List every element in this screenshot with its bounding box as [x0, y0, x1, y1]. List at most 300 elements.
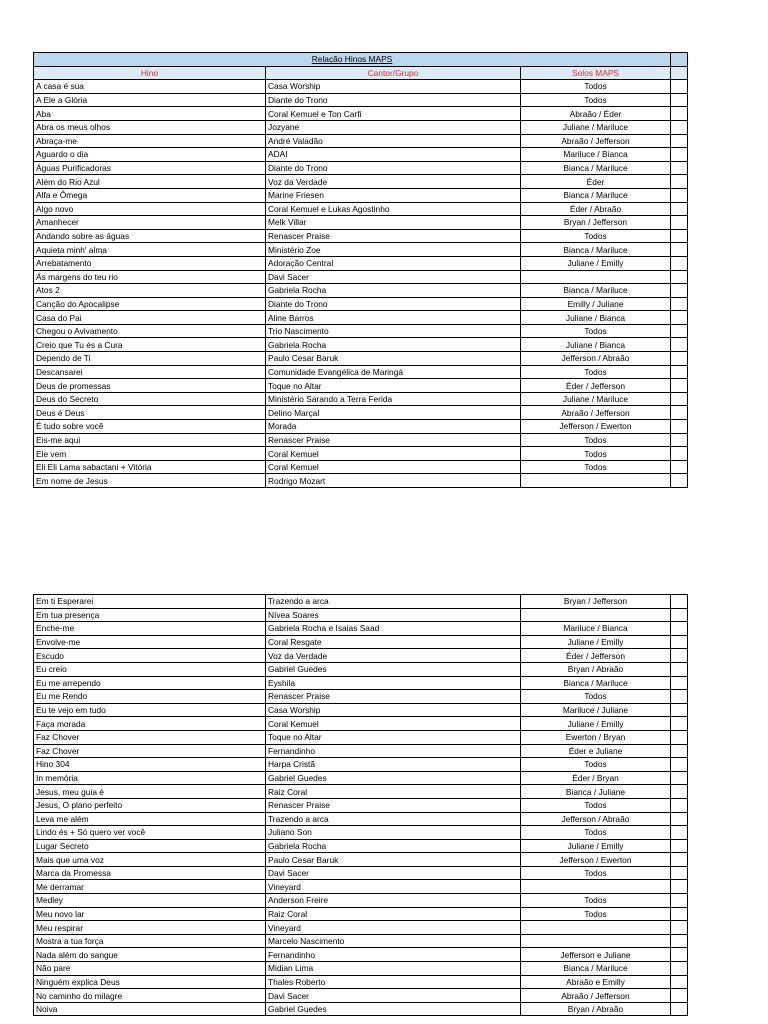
empty-cell	[671, 202, 688, 216]
table-row	[34, 608, 688, 622]
artist-cell: Anderson Freire	[266, 894, 521, 908]
artist-cell: Vineyard	[266, 921, 521, 935]
table-row	[34, 989, 688, 1003]
table-row	[34, 948, 688, 962]
solos-cell: Todos	[521, 93, 671, 107]
solos-cell: Juliane / Emilly	[521, 717, 671, 731]
hymn-cell: Atos 2	[34, 284, 266, 298]
solos-cell: Mariluce / Juliane	[521, 703, 671, 717]
table-row	[34, 270, 688, 284]
empty-cell	[671, 703, 688, 717]
solos-cell: Todos	[521, 229, 671, 243]
artist-cell: Toque no Altar	[266, 379, 521, 393]
solos-cell: Éder / Jefferson	[521, 649, 671, 663]
empty-cell	[671, 798, 688, 812]
solos-cell: Éder	[521, 175, 671, 189]
hymn-cell: Meu respirar	[34, 921, 266, 935]
table-row	[34, 921, 688, 935]
artist-cell: Trazendo a arca	[266, 595, 521, 609]
artist-cell: Gabriel Guedes	[266, 1002, 521, 1016]
table-row	[34, 758, 688, 772]
empty-cell	[671, 324, 688, 338]
empty-cell	[671, 474, 688, 488]
artist-cell: Vineyard	[266, 880, 521, 894]
empty-cell	[671, 894, 688, 908]
solos-cell: Jefferson / Abraão	[521, 352, 671, 366]
solos-cell: Todos	[521, 447, 671, 461]
table-row	[34, 80, 688, 94]
table-row	[34, 798, 688, 812]
empty-cell	[671, 175, 688, 189]
solos-cell: Mariluce / Bianca	[521, 622, 671, 636]
hymn-cell: Envolve-me	[34, 635, 266, 649]
solos-cell: Juliane / Emilly	[521, 839, 671, 853]
artist-cell: Gabriela Rocha	[266, 284, 521, 298]
hymn-cell: Casa do Pai	[34, 311, 266, 325]
table-row	[34, 894, 688, 908]
hymn-cell: Enche-me	[34, 622, 266, 636]
empty-cell	[671, 420, 688, 434]
empty-cell	[671, 595, 688, 609]
empty-cell	[671, 188, 688, 202]
empty-cell	[671, 338, 688, 352]
hymn-cell: Creio que Tu és a Cura	[34, 338, 266, 352]
hymn-cell: Canção do Apocalipse	[34, 297, 266, 311]
hymn-cell: Leva me além	[34, 812, 266, 826]
solos-cell: Todos	[521, 798, 671, 812]
table-row	[34, 676, 688, 690]
table-row	[34, 662, 688, 676]
solos-cell: Mariluce / Bianca	[521, 148, 671, 162]
table-row	[34, 406, 688, 420]
solos-cell: Juliane / Emilly	[521, 256, 671, 270]
artist-cell: Gabriel Guedes	[266, 662, 521, 676]
solos-cell: Abraão / Jefferson	[521, 406, 671, 420]
hymn-cell: Eu me arrependo	[34, 676, 266, 690]
table-row	[34, 866, 688, 880]
solos-cell: Abraão / Éder	[521, 107, 671, 121]
artist-cell: Coral Kemuel	[266, 717, 521, 731]
empty-cell	[671, 134, 688, 148]
empty-cell	[671, 161, 688, 175]
artist-cell: Jozyane	[266, 120, 521, 134]
table-row	[34, 175, 688, 189]
solos-cell: Éder / Jefferson	[521, 379, 671, 393]
empty-cell	[671, 622, 688, 636]
hymn-cell: Ninguém explica Deus	[34, 975, 266, 989]
hymn-cell: Andando sobre as águas	[34, 229, 266, 243]
table-row	[34, 229, 688, 243]
hymn-cell: Descansarei	[34, 365, 266, 379]
artist-cell: Renascer Praise	[266, 690, 521, 704]
empty-cell	[671, 921, 688, 935]
table-title: Relação Hinos MAPS	[34, 53, 671, 67]
solos-cell: Bianca / Mariluce	[521, 243, 671, 257]
solos-cell: Abraão / Jefferson	[521, 134, 671, 148]
artist-cell: Comunidade Evangélica de Maringá	[266, 365, 521, 379]
artist-cell: Paulo Cesar Baruk	[266, 853, 521, 867]
artist-cell: ADAI	[266, 148, 521, 162]
hymn-cell: Noiva	[34, 1002, 266, 1016]
hymn-cell: Mostra a tua força	[34, 934, 266, 948]
empty-cell	[671, 717, 688, 731]
solos-cell: Éder / Abraão	[521, 202, 671, 216]
table-row	[34, 243, 688, 257]
hymn-cell: Faz Chover	[34, 744, 266, 758]
solos-cell: Juliane / Bianca	[521, 311, 671, 325]
empty-cell	[671, 690, 688, 704]
table-row	[34, 962, 688, 976]
artist-cell: Fernandinho	[266, 948, 521, 962]
artist-cell: Rodrigo Mozart	[266, 474, 521, 488]
solos-cell: Todos	[521, 80, 671, 94]
solos-cell: Bryan / Abraão	[521, 1002, 671, 1016]
artist-cell: Marine Friesen	[266, 188, 521, 202]
table-row	[34, 880, 688, 894]
table-row	[34, 93, 688, 107]
empty-cell	[671, 676, 688, 690]
solos-cell: Ewerton / Bryan	[521, 730, 671, 744]
table-row	[34, 433, 688, 447]
hymn-cell: Em ti Esperarei	[34, 595, 266, 609]
artist-cell: Coral Kemuel e Ton Carfi	[266, 107, 521, 121]
empty-cell	[671, 93, 688, 107]
solos-cell: Todos	[521, 324, 671, 338]
artist-cell: Harpa Cristã	[266, 758, 521, 772]
artist-cell: Aline Barros	[266, 311, 521, 325]
table-row	[34, 649, 688, 663]
solos-cell	[521, 921, 671, 935]
table-row	[34, 216, 688, 230]
artist-cell: Nívea Soares	[266, 608, 521, 622]
empty-cell	[671, 66, 688, 80]
artist-cell: Coral Kemuel	[266, 460, 521, 474]
artist-cell: Toque no Altar	[266, 730, 521, 744]
artist-cell: Delino Marçal	[266, 406, 521, 420]
hymn-cell: Marca da Promessa	[34, 866, 266, 880]
table-row	[34, 934, 688, 948]
empty-cell	[671, 270, 688, 284]
artist-cell: Casa Worship	[266, 80, 521, 94]
artist-cell: Gabriela Rocha	[266, 338, 521, 352]
empty-cell	[671, 120, 688, 134]
artist-cell: Raiz Coral	[266, 907, 521, 921]
empty-cell	[671, 256, 688, 270]
solos-cell: Bryan / Abraão	[521, 662, 671, 676]
artist-cell: Juliano Son	[266, 826, 521, 840]
solos-cell: Todos	[521, 866, 671, 880]
solos-cell	[521, 474, 671, 488]
hymn-cell: Deus de promessas	[34, 379, 266, 393]
hymns-table-part-2	[33, 594, 688, 1016]
artist-cell: Fernandinho	[266, 744, 521, 758]
empty-cell	[671, 962, 688, 976]
hymn-cell: Algo novo	[34, 202, 266, 216]
artist-cell: Voz da Verdade	[266, 649, 521, 663]
solos-cell	[521, 880, 671, 894]
empty-cell	[671, 880, 688, 894]
solos-cell: Bianca / Mariluce	[521, 161, 671, 175]
header-solos: Solos MAPS	[521, 66, 671, 80]
empty-cell	[671, 365, 688, 379]
solos-cell: Jefferson e Juliane	[521, 948, 671, 962]
hymns-table-part-1	[33, 52, 688, 488]
hymn-cell: Aba	[34, 107, 266, 121]
empty-cell	[671, 771, 688, 785]
solos-cell: Jefferson / Ewerton	[521, 853, 671, 867]
artist-cell: Ministério Zoe	[266, 243, 521, 257]
table-row	[34, 717, 688, 731]
hymn-cell: Abraça-me	[34, 134, 266, 148]
hymn-cell: Meu novo lar	[34, 907, 266, 921]
hymn-cell: Aquieta minh' alma	[34, 243, 266, 257]
solos-cell: Bianca / Juliane	[521, 785, 671, 799]
empty-cell	[671, 447, 688, 461]
solos-cell: Bianca / Mariluce	[521, 676, 671, 690]
hymn-cell: Arrebatamento	[34, 256, 266, 270]
table-row	[34, 392, 688, 406]
empty-cell	[671, 853, 688, 867]
empty-cell	[671, 730, 688, 744]
artist-cell: Renascer Praise	[266, 229, 521, 243]
solos-cell: Todos	[521, 690, 671, 704]
artist-cell: Diante do Trono	[266, 297, 521, 311]
solos-cell: Todos	[521, 433, 671, 447]
hymn-cell: A Ele a Glória	[34, 93, 266, 107]
hymn-cell: Em tua presença	[34, 608, 266, 622]
artist-cell: Trazendo a arca	[266, 812, 521, 826]
solos-cell: Abraão e Emilly	[521, 975, 671, 989]
table-row	[34, 1002, 688, 1016]
solos-cell: Éder / Bryan	[521, 771, 671, 785]
artist-cell: Coral Resgate	[266, 635, 521, 649]
empty-cell	[671, 608, 688, 622]
empty-cell	[671, 635, 688, 649]
solos-cell: Bianca / Mariluce	[521, 962, 671, 976]
solos-cell: Abraão / Jefferson	[521, 989, 671, 1003]
solos-cell	[521, 934, 671, 948]
table-row	[34, 379, 688, 393]
artist-cell: Paulo Cesar Baruk	[266, 352, 521, 366]
artist-cell: Adoração Central	[266, 256, 521, 270]
table-row	[34, 812, 688, 826]
artist-cell: Marcelo Nascimento	[266, 934, 521, 948]
hymn-cell: Hino 304	[34, 758, 266, 772]
table-row	[34, 460, 688, 474]
hymn-cell: Chegou o Avivamento	[34, 324, 266, 338]
empty-cell	[671, 460, 688, 474]
artist-cell: Thales Roberto	[266, 975, 521, 989]
empty-cell	[671, 866, 688, 880]
table-row	[34, 853, 688, 867]
empty-cell	[671, 433, 688, 447]
empty-cell	[671, 243, 688, 257]
empty-cell	[671, 80, 688, 94]
empty-cell	[671, 53, 688, 67]
artist-cell: Coral Kemuel	[266, 447, 521, 461]
empty-cell	[671, 839, 688, 853]
empty-cell	[671, 311, 688, 325]
artist-cell: Diante do Trono	[266, 93, 521, 107]
table-row	[34, 595, 688, 609]
empty-cell	[671, 989, 688, 1003]
hymn-cell: Jesus, meu guia é	[34, 785, 266, 799]
table-row	[34, 785, 688, 799]
table-row	[34, 635, 688, 649]
table-row	[34, 730, 688, 744]
empty-cell	[671, 297, 688, 311]
artist-cell: André Valadão	[266, 134, 521, 148]
hymn-cell: Medley	[34, 894, 266, 908]
artist-cell: Melk Villar	[266, 216, 521, 230]
solos-cell: Juliane / Mariluce	[521, 120, 671, 134]
table-row	[34, 134, 688, 148]
table-row	[34, 324, 688, 338]
header-row	[34, 66, 688, 80]
table-row	[34, 148, 688, 162]
empty-cell	[671, 662, 688, 676]
table-row	[34, 202, 688, 216]
table-row	[34, 474, 688, 488]
solos-cell: Bianca / Mariluce	[521, 284, 671, 298]
hymn-cell: Jesus, O plano perfeito	[34, 798, 266, 812]
hymn-cell: No caminho do milagre	[34, 989, 266, 1003]
table-row	[34, 839, 688, 853]
solos-cell: Emilly / Juliane	[521, 297, 671, 311]
solos-cell: Todos	[521, 907, 671, 921]
empty-cell	[671, 934, 688, 948]
empty-cell	[671, 744, 688, 758]
artist-cell: Raiz Coral	[266, 785, 521, 799]
hymn-cell: Faça morada	[34, 717, 266, 731]
empty-cell	[671, 229, 688, 243]
empty-cell	[671, 758, 688, 772]
table-row	[34, 297, 688, 311]
solos-cell: Todos	[521, 758, 671, 772]
empty-cell	[671, 907, 688, 921]
table-row	[34, 161, 688, 175]
hymn-cell: Faz Chover	[34, 730, 266, 744]
table-row	[34, 256, 688, 270]
table-row	[34, 365, 688, 379]
artist-cell: Eyshila	[266, 676, 521, 690]
table-row	[34, 703, 688, 717]
artist-cell: Trio Nascimento	[266, 324, 521, 338]
solos-cell: Todos	[521, 826, 671, 840]
hymn-cell: Além do Rio Azul	[34, 175, 266, 189]
solos-cell: Bryan / Jefferson	[521, 595, 671, 609]
hymn-cell: Eli Eli Lama sabactani + Vitória	[34, 460, 266, 474]
empty-cell	[671, 406, 688, 420]
solos-cell: Bianca / Mariluce	[521, 188, 671, 202]
table-row	[34, 622, 688, 636]
solos-cell	[521, 608, 671, 622]
table-row	[34, 311, 688, 325]
empty-cell	[671, 148, 688, 162]
hymn-cell: Lugar Secreto	[34, 839, 266, 853]
artist-cell: Davi Sacer	[266, 989, 521, 1003]
solos-cell: Todos	[521, 460, 671, 474]
solos-cell: Todos	[521, 894, 671, 908]
hymn-cell: Mais que uma voz	[34, 853, 266, 867]
hymn-cell: Eis-me aqui	[34, 433, 266, 447]
hymn-cell: Aguardo o dia	[34, 148, 266, 162]
artist-cell: Morada	[266, 420, 521, 434]
table-row	[34, 826, 688, 840]
empty-cell	[671, 284, 688, 298]
hymn-cell: A casa é sua	[34, 80, 266, 94]
hymn-cell: Nada além do sangue	[34, 948, 266, 962]
table-row	[34, 352, 688, 366]
hymn-cell: In memória	[34, 771, 266, 785]
empty-cell	[671, 1002, 688, 1016]
header-cantor: Cantor/Grupo	[266, 66, 521, 80]
table-row	[34, 284, 688, 298]
hymn-cell: Dependo de Ti	[34, 352, 266, 366]
hymn-cell: É tudo sobre você	[34, 420, 266, 434]
artist-cell: Coral Kemuel e Lukas Agostinho	[266, 202, 521, 216]
table-row	[34, 447, 688, 461]
hymn-cell: Deus é Deus	[34, 406, 266, 420]
hymn-cell: Águas Purificadoras	[34, 161, 266, 175]
solos-cell: Jefferson / Abraão	[521, 812, 671, 826]
table-row	[34, 107, 688, 121]
artist-cell: Midian Lima	[266, 962, 521, 976]
hymn-cell: Não pare	[34, 962, 266, 976]
artist-cell: Ministério Sarando a Terra Ferida	[266, 392, 521, 406]
table-row	[34, 188, 688, 202]
empty-cell	[671, 352, 688, 366]
artist-cell: Gabriel Guedes	[266, 771, 521, 785]
empty-cell	[671, 812, 688, 826]
solos-cell: Juliane / Emilly	[521, 635, 671, 649]
solos-cell: Bryan / Jefferson	[521, 216, 671, 230]
hymn-cell: Em nome de Jesus	[34, 474, 266, 488]
hymn-cell: Amanhecer	[34, 216, 266, 230]
header-hino: Hino	[34, 66, 266, 80]
hymn-cell: Eu me Rendo	[34, 690, 266, 704]
empty-cell	[671, 785, 688, 799]
artist-cell: Diante do Trono	[266, 161, 521, 175]
artist-cell: Davi Sacer	[266, 270, 521, 284]
hymn-cell: Lindo és + Só quero ver você	[34, 826, 266, 840]
hymn-cell: Escudo	[34, 649, 266, 663]
artist-cell: Casa Worship	[266, 703, 521, 717]
artist-cell: Renascer Praise	[266, 798, 521, 812]
artist-cell: Gabriela Rocha e Isaias Saad	[266, 622, 521, 636]
artist-cell: Voz da Verdade	[266, 175, 521, 189]
solos-cell: Juliane / Bianca	[521, 338, 671, 352]
table-row	[34, 120, 688, 134]
empty-cell	[671, 649, 688, 663]
hymn-cell: Me derramar	[34, 880, 266, 894]
solos-cell: Todos	[521, 365, 671, 379]
hymn-cell: Ás margens do teu rio	[34, 270, 266, 284]
table-row	[34, 338, 688, 352]
solos-cell: Juliane / Mariluce	[521, 392, 671, 406]
hymn-cell: Eu creio	[34, 662, 266, 676]
table-row	[34, 690, 688, 704]
empty-cell	[671, 107, 688, 121]
solos-cell: Éder e Juliane	[521, 744, 671, 758]
empty-cell	[671, 392, 688, 406]
hymn-cell: Alfa e Ômega	[34, 188, 266, 202]
hymn-cell: Eu te vejo em tudo	[34, 703, 266, 717]
empty-cell	[671, 379, 688, 393]
hymn-cell: Ele vem	[34, 447, 266, 461]
table-row	[34, 771, 688, 785]
table-row	[34, 420, 688, 434]
